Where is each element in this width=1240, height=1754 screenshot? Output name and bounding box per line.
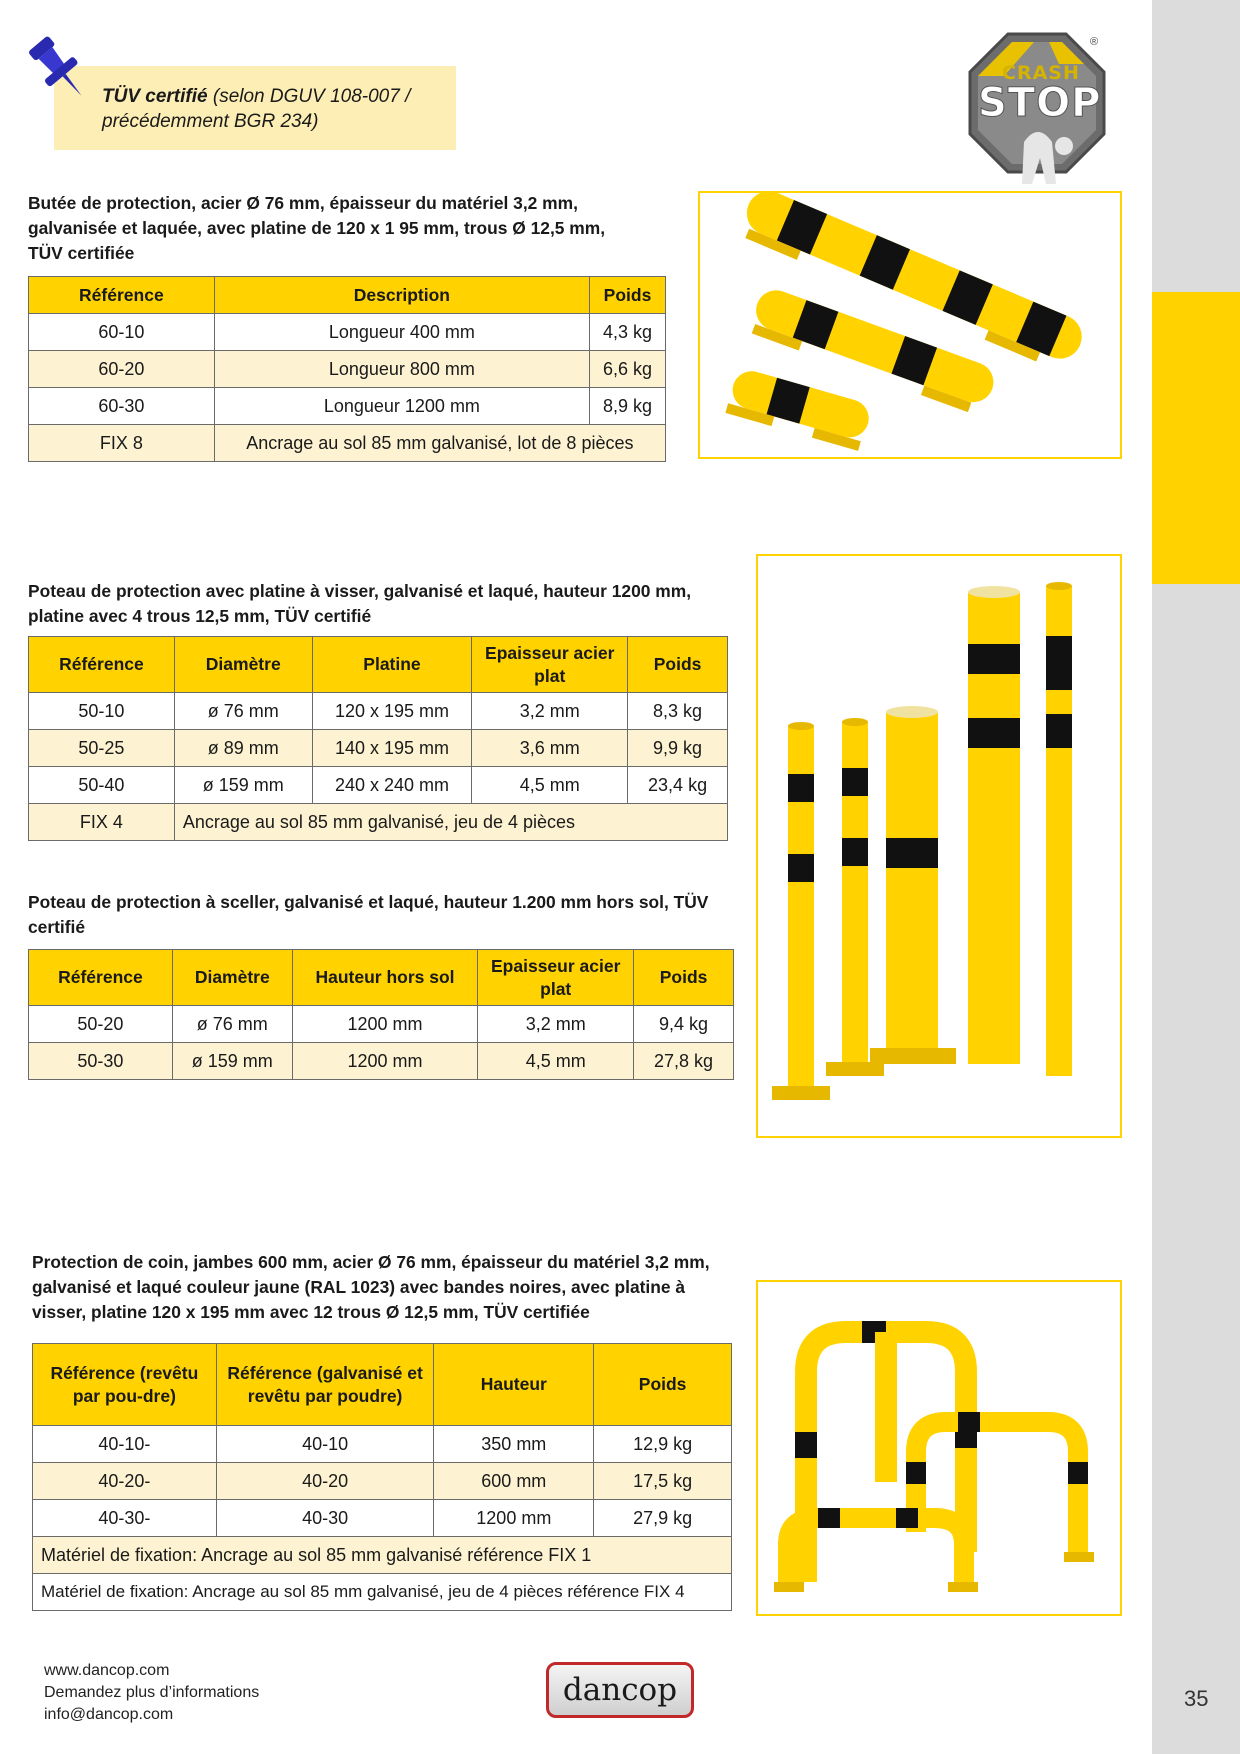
table-cell: 50-10 <box>29 693 175 730</box>
table-cell: 60-30 <box>29 388 215 425</box>
table-header: Diamètre <box>174 637 312 693</box>
table-header: Référence <box>29 950 173 1006</box>
stop-label: STOP <box>978 80 1102 126</box>
section1-description: Butée de protection, acier Ø 76 mm, épaisseur du matériel 3,2 mm, galvanisée et laquée, avec platine de 120 x 1 95 mm, trous Ø 12,5 mm, TÜV certifiée <box>28 193 606 263</box>
table-cell: 27,9 kg <box>594 1500 732 1537</box>
table-cell: 4,3 kg <box>590 314 666 351</box>
table-cell: 1200 mm <box>434 1500 594 1537</box>
table-cell: 23,4 kg <box>628 767 728 804</box>
table-cell: 120 x 195 mm <box>312 693 472 730</box>
table-row <box>29 1006 734 1043</box>
table-header: Diamètre <box>172 950 292 1006</box>
crash-label: CRASH <box>1002 62 1080 84</box>
table-row <box>29 767 728 804</box>
table-cell: 8,9 kg <box>590 388 666 425</box>
table-cell: 140 x 195 mm <box>312 730 472 767</box>
table-cell: 27,8 kg <box>634 1043 734 1080</box>
side-bar <box>1152 0 1240 1754</box>
table-header: Epaisseur acier plat <box>478 950 634 1006</box>
table-header: Référence <box>29 637 175 693</box>
table-row <box>29 693 728 730</box>
footer-email[interactable]: info@dancop.com <box>44 1706 174 1723</box>
table-row <box>29 804 728 841</box>
table-header: Hauteur hors sol <box>292 950 478 1006</box>
table-cell: Ancrage au sol 85 mm galvanisé, lot de 8 pièces <box>214 425 665 462</box>
section4-table <box>32 1343 732 1611</box>
table-cell: 6,6 kg <box>590 351 666 388</box>
table-header: Platine <box>312 637 472 693</box>
table-cell: 3,2 mm <box>472 693 628 730</box>
table-header: Description <box>214 277 589 314</box>
table-cell: 17,5 kg <box>594 1463 732 1500</box>
table-cell: FIX 8 <box>29 425 215 462</box>
table-cell: ø 89 mm <box>174 730 312 767</box>
table-header: Hauteur <box>434 1344 594 1426</box>
footer-info: Demandez plus d’informations <box>44 1684 260 1701</box>
side-bar-accent <box>1152 292 1240 584</box>
table-cell: 240 x 240 mm <box>312 767 472 804</box>
pushpin-icon <box>20 30 98 108</box>
table-cell: 60-10 <box>29 314 215 351</box>
table-cell: 4,5 mm <box>478 1043 634 1080</box>
table-cell: 3,2 mm <box>478 1006 634 1043</box>
table-header: Poids <box>590 277 666 314</box>
table-row <box>33 1426 732 1463</box>
crash-stop-logo <box>964 30 1110 190</box>
section1-table <box>28 276 666 462</box>
registered-mark: ® <box>1090 36 1099 48</box>
table-cell: Longueur 800 mm <box>214 351 589 388</box>
section4-description: Protection de coin, jambes 600 mm, acier Ø 76 mm, épaisseur du matériel 3,2 mm, galvanisé et laqué couleur jaune (RAL 1023) avec bandes noires, avec platine à visser, platine 120 x 195 mm avec 12 trous Ø 12,5 mm, TÜV certifiée <box>32 1252 710 1322</box>
table-cell: 9,9 kg <box>628 730 728 767</box>
table-row <box>33 1500 732 1537</box>
table-row <box>29 730 728 767</box>
table-cell: 40-10 <box>216 1426 434 1463</box>
table-cell: 60-20 <box>29 351 215 388</box>
table-row <box>29 351 666 388</box>
table-cell: 40-30- <box>33 1500 217 1537</box>
dancop-logo <box>546 1662 694 1718</box>
table-cell: ø 159 mm <box>172 1043 292 1080</box>
table-row <box>29 425 666 462</box>
table-cell: Longueur 1200 mm <box>214 388 589 425</box>
table-row <box>29 1043 734 1080</box>
table-cell: 600 mm <box>434 1463 594 1500</box>
product-photo-bumper <box>698 191 1122 459</box>
table-cell: FIX 4 <box>29 804 175 841</box>
table-row <box>33 1537 732 1574</box>
footer-contact <box>44 1660 259 1726</box>
table-cell: 8,3 kg <box>628 693 728 730</box>
table-cell: ø 159 mm <box>174 767 312 804</box>
table-header: Epaisseur acier plat <box>472 637 628 693</box>
dancop-logo-text: dancop <box>562 1672 678 1708</box>
table-cell: Matériel de fixation: Ancrage au sol 85 mm galvanisé référence FIX 1 <box>33 1537 732 1574</box>
section3-description: Poteau de protection à sceller, galvanisé et laqué, hauteur 1.200 mm hors sol, TÜV certifié <box>28 892 709 937</box>
table-cell: 12,9 kg <box>594 1426 732 1463</box>
table-cell: 350 mm <box>434 1426 594 1463</box>
tuv-note-text: (selon DGUV 108-007 / précédemment BGR 234) <box>102 86 411 132</box>
table-header: Poids <box>628 637 728 693</box>
product-photo-corner-guard <box>756 1280 1122 1616</box>
section2-table <box>28 636 728 841</box>
table-row <box>33 1463 732 1500</box>
table-header: Poids <box>594 1344 732 1426</box>
footer-website[interactable]: www.dancop.com <box>44 1662 170 1679</box>
table-cell: 50-20 <box>29 1006 173 1043</box>
table-cell: 1200 mm <box>292 1043 478 1080</box>
tuv-note <box>54 66 456 150</box>
table-header: Référence <box>29 277 215 314</box>
table-header: Poids <box>634 950 734 1006</box>
table-cell: 4,5 mm <box>472 767 628 804</box>
table-cell: 40-20 <box>216 1463 434 1500</box>
section3-table <box>28 949 734 1080</box>
table-cell: 50-40 <box>29 767 175 804</box>
product-photo-posts <box>756 554 1122 1138</box>
table-cell: Longueur 400 mm <box>214 314 589 351</box>
page-number: 35 <box>1184 1686 1209 1711</box>
tuv-note-title: TÜV certifié <box>102 86 208 107</box>
table-cell: 1200 mm <box>292 1006 478 1043</box>
table-row <box>33 1574 732 1611</box>
table-row <box>29 388 666 425</box>
table-row <box>29 314 666 351</box>
table-cell: ø 76 mm <box>174 693 312 730</box>
section2-description: Poteau de protection avec platine à visser, galvanisé et laqué, hauteur 1200 mm, platine avec 4 trous 12,5 mm, TÜV certifié <box>28 581 692 626</box>
table-cell: Matériel de fixation: Ancrage au sol 85 mm galvanisé, jeu de 4 pièces référence FIX 4 <box>33 1574 732 1611</box>
table-header: Référence (galvanisé et revêtu par poudre) <box>216 1344 434 1426</box>
table-cell: 50-30 <box>29 1043 173 1080</box>
table-cell: 40-30 <box>216 1500 434 1537</box>
table-cell: 3,6 mm <box>472 730 628 767</box>
table-cell: Ancrage au sol 85 mm galvanisé, jeu de 4 pièces <box>174 804 727 841</box>
table-cell: 40-20- <box>33 1463 217 1500</box>
table-cell: ø 76 mm <box>172 1006 292 1043</box>
table-header: Référence (revêtu par pou-dre) <box>33 1344 217 1426</box>
table-cell: 50-25 <box>29 730 175 767</box>
table-cell: 9,4 kg <box>634 1006 734 1043</box>
table-cell: 40-10- <box>33 1426 217 1463</box>
